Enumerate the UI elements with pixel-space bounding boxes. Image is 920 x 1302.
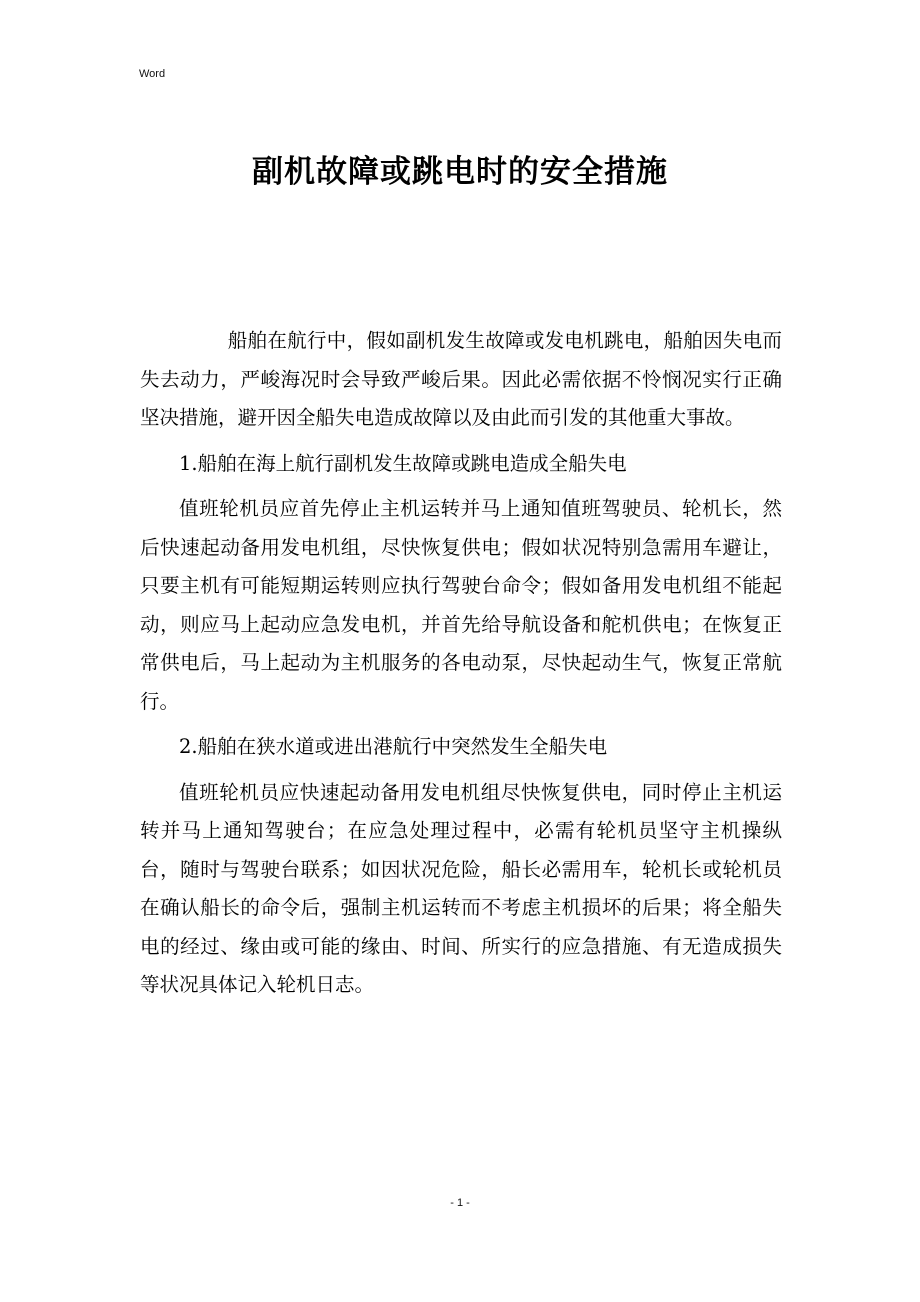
- document-title: 副机故障或跳电时的安全措施: [252, 154, 668, 190]
- section-paragraph-1: 值班轮机员应首先停止主机运转并马上通知值班驾驶员、轮机长，然后快速起动备用发电机组，尽快恢复供电；假如状况特别急需用车避让，只要主机有可能短期运转则应执行驾驶台命令；假如备用发电机组不能起动，则应马上起动应急发电机，并首先给导航设备和舵机供电；在恢复正常供电后，马上起动为主机服务的各电动泵，尽快起动生气，恢复正常航行。: [140, 497, 782, 713]
- page-number: - 1 -: [450, 1197, 470, 1209]
- section-heading-1: 1.船舶在海上航行副机发生故障或跳电造成全船失电: [179, 451, 627, 475]
- header-label: Word: [139, 68, 166, 80]
- intro-paragraph: 船舶在航行中，假如副机发生故障或发电机跳电，船舶因失电而失去动力，严峻海况时会导致严峻后果。因此必需依据不怜悯况实行正确坚决措施，避开因全船失电造成故障以及由此而引发的其他重大事故。: [140, 329, 782, 429]
- section-heading-2: 2.船舶在狭水道或进出港航行中突然发生全船失电: [179, 735, 608, 758]
- section-paragraph-2: 值班轮机员应快速起动备用发电机组尽快恢复供电，同时停止主机运转并马上通知驾驶台；在应急处理过程中，必需有轮机员坚守主机操纵台，随时与驾驶台联系；如因状况危险，船长必需用车，轮机长或轮机员在确认船长的命令后，强制主机运转而不考虑主机损坏的后果；将全船失电的经过、缘由或可能的缘由、时间、所实行的应急措施、有无造成损失等状况具体记入轮机日志。: [140, 780, 782, 996]
- document-body: [140, 322, 782, 1012]
